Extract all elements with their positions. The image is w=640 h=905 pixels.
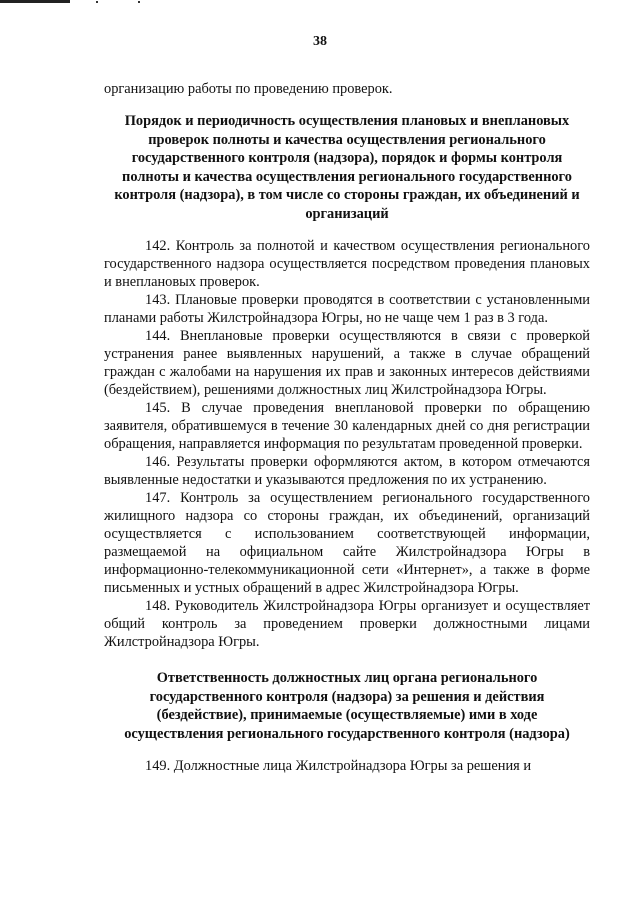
- paragraph-146: 146. Результаты проверки оформляются актом, в котором отмечаются выявленные недостатки и указываются предложения по их устранению.: [104, 454, 590, 488]
- paragraph-148: 148. Руководитель Жилстройнадзора Югры организует и осуществляет общий контроль за проведением проверки должностными лицами Жилстройнадзора Югры.: [104, 598, 590, 650]
- scan-artifact: [0, 0, 70, 3]
- page-number: 38: [313, 34, 327, 49]
- paragraph-149: 149. Должностные лица Жилстройнадзора Югры за решения и: [145, 758, 532, 774]
- section-heading-responsibility: Ответственность должностных лиц органа регионального государственного контроля (надзора) за решения и действия (бездействие), принимаемые (осуществляемые) ими в ходе осуществления регионального государственного контроля (надзора): [124, 670, 570, 742]
- paragraph-145: 145. В случае проведения внеплановой проверки по обращению заявителя, обратившемуся в течение 30 календарных дней со дня регистрации обращения, направляется информация по результатам проведенной проверки.: [104, 400, 590, 452]
- paragraph-147: 147. Контроль за осуществлением регионального государственного жилищного надзора со стороны граждан, их объединений, организаций осуществляется с использованием соответствующей информации, размещаемой на официальном сайте Жилстройнадзора Югры в информационно-телекоммуникационной сети «Интернет», а также в форме письменных и устных обращений в адрес Жилстройнадзора Югры.: [104, 490, 590, 596]
- paragraph-143: 143. Плановые проверки проводятся в соответствии с установленными планами работы Жилстройнадзора Югры, но не чаще чем 1 раз в 3 года.: [104, 292, 590, 326]
- paragraph-144: 144. Внеплановые проверки осуществляются в связи с проверкой устранения ранее выявленных нарушений, а также в случае обращений граждан с жалобами на нарушения их прав и законных интересов действиями (бездействием), решениями должностных лиц Жилстройнадзора Югры.: [104, 328, 590, 398]
- continuation-text: организацию работы по проведению проверок.: [104, 81, 393, 97]
- section-heading-inspections: Порядок и периодичность осуществления плановых и внеплановых проверок полноты и качества осуществления регионального государственного контроля (надзора), порядок и формы контроля полноты и качества осуществления регионального государственного контроля (надзора), в том числе со стороны граждан, их объединений и организаций: [114, 113, 580, 222]
- paragraph-142: 142. Контроль за полнотой и качеством осуществления регионального государственного надзора осуществляется посредством проведения плановых и внеплановых проверок.: [104, 238, 590, 290]
- document-body: [104, 80, 590, 775]
- scan-artifact: [138, 1, 140, 3]
- scan-artifact: [96, 1, 98, 3]
